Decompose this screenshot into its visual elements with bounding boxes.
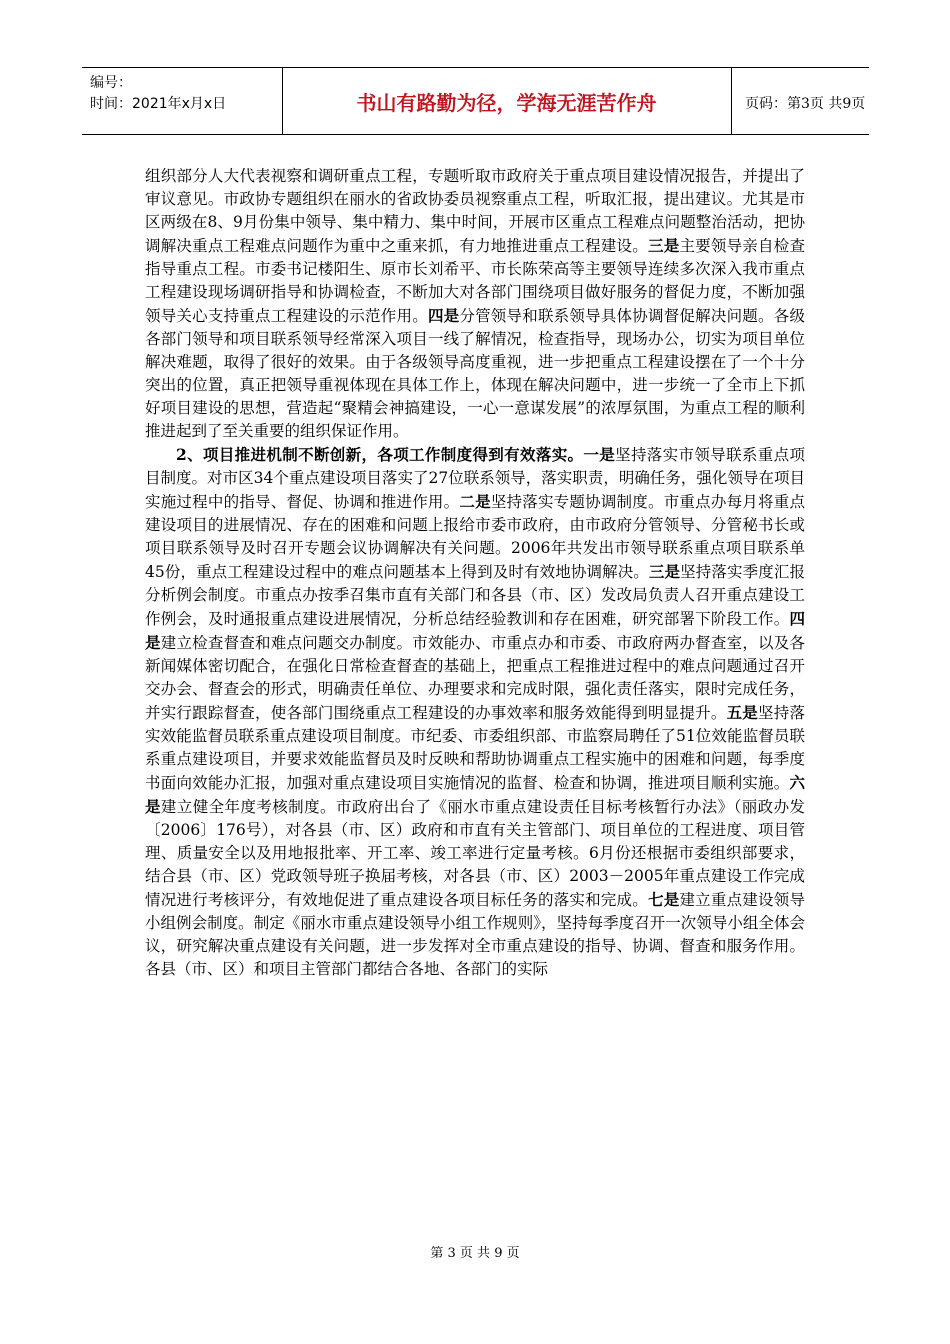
text-segment: 组织部分人大代表视察和调研重点工程，专题听取市政府关于重点项目建设情况报告，并提出了审议意见。市政协专题组织在丽水的省政协委员视察重点工程，听取汇报，提出建议。尤其是市区两级在8、9月份集中领导、集中精力、集中时间，开展市区重点工程难点问题整治活动，把协调解决重点工程难点问题作为重中之重来抓，有力地推进重点工程建设。 bbox=[145, 167, 805, 255]
header-page-cell bbox=[731, 68, 869, 134]
bold-text-segment: 四是 bbox=[427, 306, 460, 325]
bold-text-segment: 四是 bbox=[145, 609, 805, 652]
body-paragraph bbox=[145, 443, 805, 981]
document-body bbox=[145, 165, 805, 981]
text-segment: 坚持落实效能监督员联系重点建设项目制度。市纪委、市委组织部、市监察局聘任了51位效能监督员联系重点建设项目，并要求效能监督员及时反映和帮助协调重点工程实施中的困难和问题，每季度书面向效能办汇报，加强对重点建设项目实施情况的监督、检查和协调，推进项目顺利实施。 bbox=[145, 704, 805, 792]
bold-text-segment: 二是 bbox=[459, 492, 491, 511]
bold-text-segment: 五是 bbox=[726, 703, 759, 722]
header-motto: 书山有路勤为径，学海无涯苦作舟 bbox=[356, 91, 657, 115]
header-meta-cell bbox=[82, 68, 283, 134]
document-date-label: 时间：2021年x月x日 bbox=[90, 96, 227, 112]
text-segment: 坚持落实季度汇报分析例会制度。市重点办按季召集市直有关部门和各县（市、区）发改局负责人召开重点建设工作例会，及时通报重点建设进展情况，分析总结经验教训和存在困难，研究部署下阶段工作。 bbox=[145, 563, 805, 628]
text-segment: 坚持落实市领导联系重点项目制度。对市区34个重点建设项目落实了27位联系领导，落实职责，明确任务，强化领导在项目实施过程中的指导、督促、协调和推进作用。 bbox=[145, 446, 805, 511]
page-footer: 第 3 页 共 9 页 bbox=[430, 1246, 520, 1261]
body-paragraph bbox=[145, 165, 805, 443]
page-header bbox=[82, 67, 869, 135]
text-segment: 建立重点建设领导小组例会制度。制定《丽水市重点建设领导小组工作规则》，坚持每季度召开一次领导小组全体会议，研究解决重点建设有关问题，进一步发挥对全市重点建设的指导、协调、督查和服务作用。各县（市、区）和项目主管部门都结合各地、各部门的实际 bbox=[145, 891, 805, 978]
bold-text-segment: 六是 bbox=[145, 773, 805, 816]
text-segment: 分管领导和联系领导具体协调督促解决问题。各级各部门领导和项目联系领导经常深入项目一线了解情况，检查指导，现场办公，切实为项目单位解决难题，取得了很好的效果。由于各级领导高度重视，进一步把重点工程建设摆在了一个十分突出的位置，真正把领导重视体现在具体工作上，体现在解决问题中，进一步统一了全市上下抓好项目建设的思想，营造起“聚精会神搞建设，一心一意谋发展”的浓厚氛围，为重点工程的顺利推进起到了至关重要的组织保证作用。 bbox=[145, 307, 805, 440]
bold-text-segment: 一是 bbox=[583, 445, 616, 464]
header-motto-cell bbox=[282, 68, 732, 134]
bold-text-segment: 七是 bbox=[648, 890, 680, 909]
bold-text-segment: 2、项目推进机制不断创新，各项工作制度得到有效落实。 bbox=[176, 445, 584, 464]
text-segment: 建立检查督查和难点问题交办制度。市效能办、市重点办和市委、市政府两办督查室，以及各新闻媒体密切配合，在强化日常检查督查的基础上，把重点工程推进过程中的难点问题通过召开交办会、督查会的形式，明确责任单位、办理要求和完成时限，强化责任落实，限时完成任务，并实行跟踪督查，使各部门围绕重点工程建设的办事效率和服务效能得到明显提升。 bbox=[145, 634, 805, 722]
document-number-label: 编号： bbox=[90, 75, 132, 91]
text-segment: 建立健全年度考核制度。市政府出台了《丽水市重点建设责任目标考核暂行办法》（丽政办发〔2006〕176号），对各县（市、区）政府和市直有关主管部门、项目单位的工程进度、项目管理、质量安全以及用地报批率、开工率、竣工率进行定量考核。6月份还根据市委组织部要求，结合县（市、区）党政领导班子换届考核，对各县（市、区）2003－2005年重点建设工作完成情况进行考核评分，有效地促进了重点建设各项目标任务的落实和完成。 bbox=[145, 798, 805, 909]
bold-text-segment: 三是 bbox=[648, 562, 681, 581]
header-page-code: 页码：第3页 共9页 bbox=[745, 96, 866, 112]
bold-text-segment: 三是 bbox=[648, 236, 680, 255]
text-segment: 坚持落实专题协调制度。市重点办每月将重点建设项目的进展情况、存在的困难和问题上报给市委市政府，由市政府分管领导、分管秘书长或项目联系领导及时召开专题会议协调解决有关问题。2006年共发出市领导联系重点项目联系单45份，重点工程建设过程中的难点问题基本上得到及时有效地协调解决。 bbox=[145, 493, 805, 581]
text-segment: 主要领导亲自检查指导重点工程。市委书记楼阳生、原市长刘希平、市长陈荣高等主要领导连续多次深入我市重点工程建设现场调研指导和协调检查，不断加大对各部门围绕项目做好服务的督促力度，不断加强领导关心支持重点工程建设的示范作用。 bbox=[145, 237, 805, 325]
